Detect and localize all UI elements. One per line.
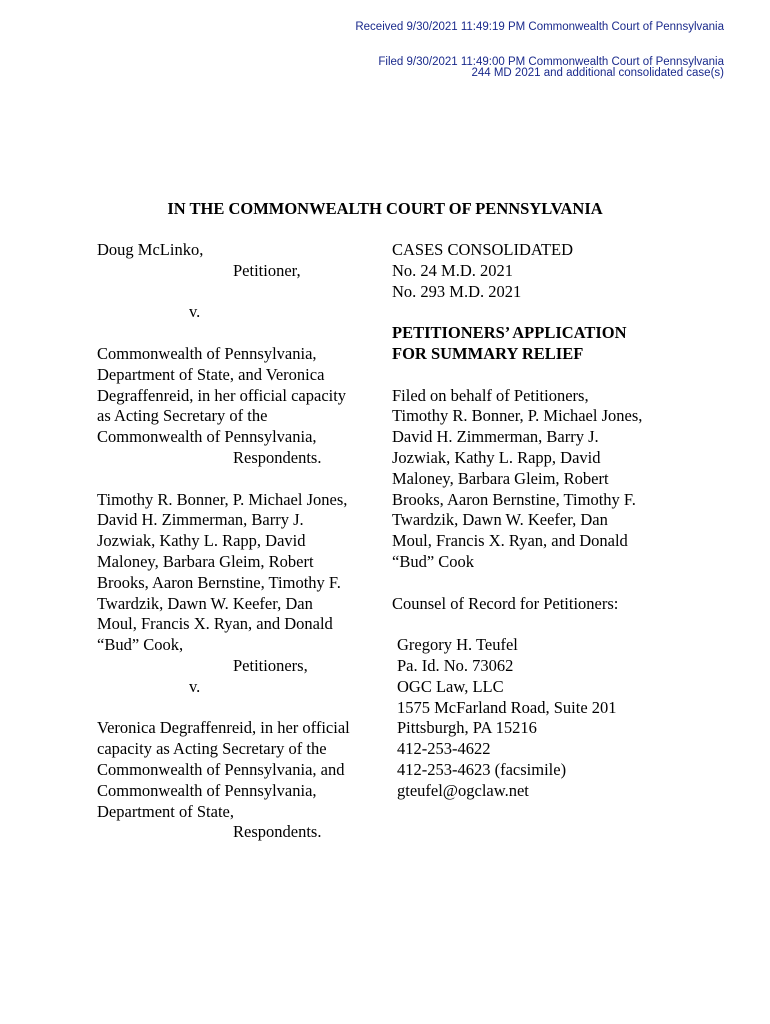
respondents-1-line: Degraffenreid, in her official capacity <box>97 385 347 405</box>
filed-on-behalf-line: Moul, Francis X. Ryan, and Donald <box>392 531 628 551</box>
petitioners-2-line: Jozwiak, Kathy L. Rapp, David <box>97 531 306 551</box>
document-title-line-2: FOR SUMMARY RELIEF <box>392 343 584 363</box>
respondents-2-line: Commonwealth of Pennsylvania, and <box>97 759 345 779</box>
petitioners-2-line: David H. Zimmerman, Barry J. <box>97 510 304 530</box>
cases-consolidated-label: CASES CONSOLIDATED <box>392 240 574 259</box>
versus-1: v. <box>189 302 201 322</box>
counsel-line: 412-253-4622 <box>397 739 491 759</box>
versus-2: v. <box>189 676 201 696</box>
filed-stamp <box>378 57 724 79</box>
petitioners-2-role: Petitioners, <box>233 655 308 675</box>
counsel-line: Gregory H. Teufel <box>397 635 518 655</box>
respondents-2-line: Department of State, <box>97 801 234 821</box>
petitioners-2-line: Maloney, Barbara Gleim, Robert <box>97 551 314 571</box>
counsel-heading: Counsel of Record for Petitioners: <box>392 593 619 613</box>
caption-right-column <box>392 240 682 802</box>
counsel-line: Pa. Id. No. 73062 <box>397 655 514 675</box>
counsel-block <box>392 635 682 801</box>
filed-on-behalf-line: “Bud” Cook <box>392 551 475 571</box>
counsel-line: 1575 McFarland Road, Suite 201 <box>397 697 617 717</box>
petitioners-2-line: “Bud” Cook, <box>97 635 184 655</box>
respondents-2-line: Veronica Degraffenreid, in her official <box>97 718 350 738</box>
petitioners-2-line: Twardzik, Dawn W. Keefer, Dan <box>97 593 313 613</box>
petitioners-2-line: Timothy R. Bonner, P. Michael Jones, <box>97 489 348 509</box>
court-heading: IN THE COMMONWEALTH COURT OF PENNSYLVANIA <box>167 199 603 218</box>
respondents-1-line: Commonwealth of Pennsylvania, <box>97 343 317 363</box>
petitioners-2-line: Moul, Francis X. Ryan, and Donald <box>97 614 333 634</box>
filed-on-behalf-line: Filed on behalf of Petitioners, <box>392 385 589 405</box>
counsel-email[interactable]: gteufel@ogclaw.net <box>397 780 529 800</box>
case-number-2: No. 293 M.D. 2021 <box>392 281 522 301</box>
respondents-2-line: Commonwealth of Pennsylvania, <box>97 780 317 800</box>
filed-on-behalf-line: Twardzik, Dawn W. Keefer, Dan <box>392 510 608 530</box>
received-stamp <box>355 22 724 33</box>
petitioner-role: Petitioner, <box>233 260 301 280</box>
document-title-line-1: PETITIONERS’ APPLICATION <box>392 323 627 343</box>
respondents-1-line: as Acting Secretary of the <box>97 406 268 426</box>
filed-on-behalf-line: David H. Zimmerman, Barry J. <box>392 427 599 447</box>
case-number-1: No. 24 M.D. 2021 <box>392 260 514 280</box>
respondents-1-role: Respondents. <box>233 447 322 467</box>
respondents-2-line: capacity as Acting Secretary of the <box>97 739 327 759</box>
received-stamp-text: Received 9/30/2021 11:49:19 PM Commonwealth Court of Pennsylvania <box>355 21 724 33</box>
filed-on-behalf-line: Maloney, Barbara Gleim, Robert <box>392 468 609 488</box>
petitioners-2-line: Brooks, Aaron Bernstine, Timothy F. <box>97 572 341 592</box>
counsel-line: OGC Law, LLC <box>397 676 504 696</box>
filed-stamp-line-2: 244 MD 2021 and additional consolidated case(s) <box>471 67 724 79</box>
respondents-1-line: Department of State, and Veronica <box>97 364 325 384</box>
filed-stamp-line-1: Filed 9/30/2021 11:49:00 PM Commonwealth Court of Pennsylvania <box>378 56 724 68</box>
respondents-1-line: Commonwealth of Pennsylvania, <box>97 427 317 447</box>
counsel-line: Pittsburgh, PA 15216 <box>397 718 537 738</box>
filed-on-behalf-line: Timothy R. Bonner, P. Michael Jones, <box>392 406 643 426</box>
counsel-line: 412-253-4623 (facsimile) <box>397 759 567 779</box>
respondents-2-role: Respondents. <box>233 822 322 842</box>
caption-left-column <box>97 240 387 843</box>
filed-on-behalf-line: Brooks, Aaron Bernstine, Timothy F. <box>392 489 636 509</box>
petitioner-name: Doug McLinko, <box>97 240 204 259</box>
filed-on-behalf-line: Jozwiak, Kathy L. Rapp, David <box>392 447 601 467</box>
